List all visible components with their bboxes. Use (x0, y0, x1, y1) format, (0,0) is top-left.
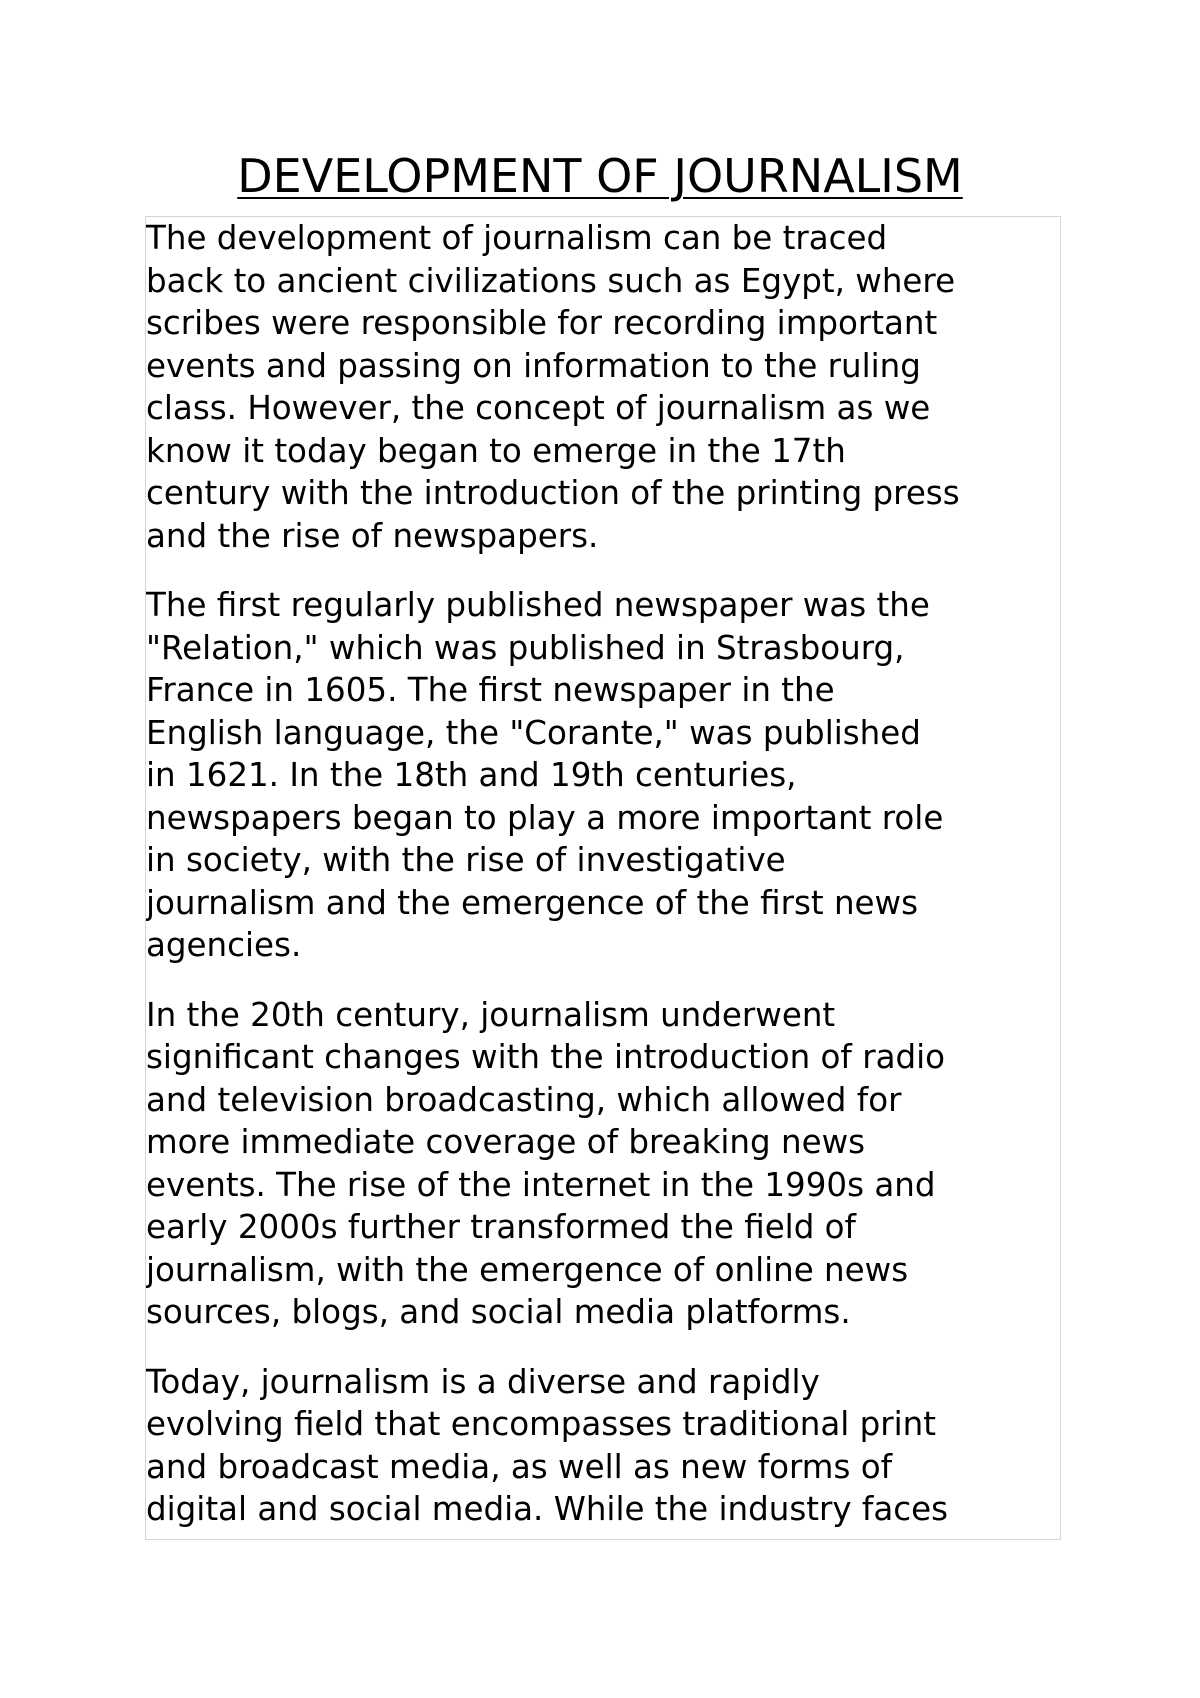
paragraph-4 (146, 1361, 1060, 1531)
text-line: more immediate coverage of breaking news (146, 1123, 866, 1161)
text-line: digital and social media. While the industry faces (146, 1490, 949, 1528)
text-line: In the 20th century, journalism underwent (146, 995, 836, 1034)
text-line: significant changes with the introduction of radio (146, 1038, 946, 1076)
text-line: century with the introduction of the printing press (146, 474, 960, 512)
text-line: in 1621. In the 18th and 19th centuries, (146, 756, 797, 794)
text-line: evolving field that encompasses traditional print (146, 1405, 936, 1443)
text-line: sources, blogs, and social media platforms. (146, 1293, 851, 1331)
paragraph-1 (146, 217, 1060, 557)
text-line: back to ancient civilizations such as Egypt, where (146, 261, 956, 300)
text-line: and television broadcasting, which allowed for (146, 1080, 902, 1119)
text-line: events and passing on information to the ruling (146, 346, 921, 385)
text-line: English language, the "Corante," was published (146, 713, 921, 752)
text-line: agencies. (146, 926, 302, 964)
paragraph-2 (146, 584, 1060, 967)
text-line: The development of journalism can be traced (146, 219, 888, 257)
text-line: Today, journalism is a diverse and rapidly (146, 1362, 820, 1401)
text-line: journalism and the emergence of the first news (146, 883, 919, 922)
text-line: scribes were responsible for recording important (146, 304, 938, 342)
text-line: journalism, with the emergence of online news (146, 1250, 909, 1289)
text-line: early 2000s further transformed the field of (146, 1208, 857, 1246)
text-line: in society, with the rise of investigative (146, 841, 786, 879)
document-title: DEVELOPMENT OF JOURNALISM (237, 149, 963, 203)
text-line: "Relation," which was published in Strasbourg, (146, 628, 905, 667)
text-box (145, 216, 1061, 1540)
text-line: and broadcast media, as well as new forms of (146, 1447, 893, 1486)
text-line: know it today began to emerge in the 17th (146, 431, 846, 470)
text-line: newspapers began to play a more important role (146, 798, 944, 837)
paragraph-3 (146, 994, 1060, 1334)
text-line: events. The rise of the internet in the 1990s and (146, 1165, 936, 1204)
text-line: France in 1605. The first newspaper in the (146, 671, 835, 709)
text-line: class. However, the concept of journalism as we (146, 389, 931, 427)
text-line: The first regularly published newspaper was the (146, 586, 930, 624)
text-line: and the rise of newspapers. (146, 516, 599, 555)
